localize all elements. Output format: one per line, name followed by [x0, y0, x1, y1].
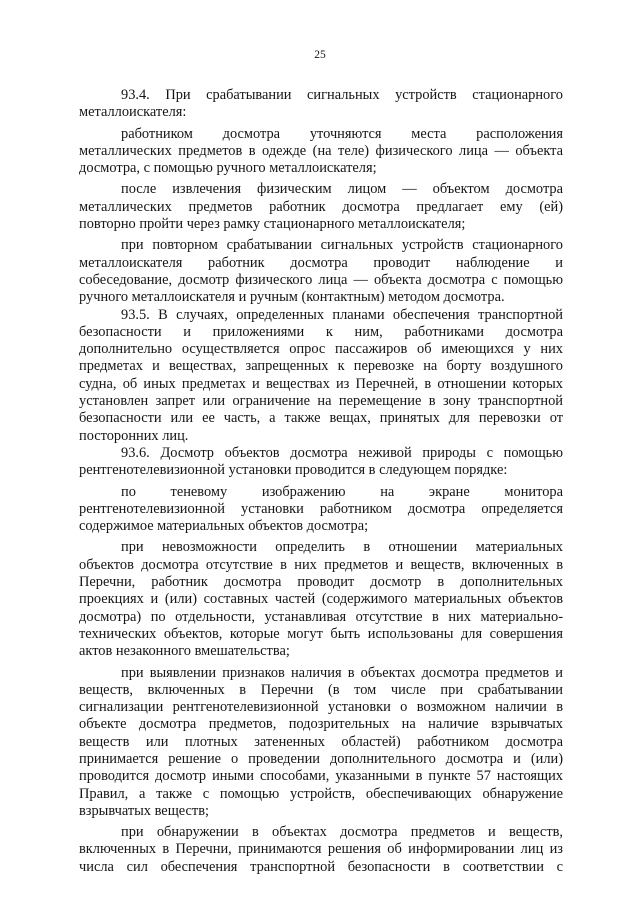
text-line: 93.5. В случаях, определенных планами обеспечения транспортной	[121, 306, 563, 323]
text-line: включенных в Перечни, принимаются решения об информировании лиц из	[79, 841, 563, 858]
text-line: после извлечения физическим лицом — объектом досмотра	[121, 181, 563, 198]
text-line: Перечни, работник досмотра проводит досмотр в дополнительных	[79, 574, 563, 591]
text-line: предметах и веществах, запрещенных к перевозке на борту воздушного	[79, 358, 563, 375]
text-line: проводится досмотр иными способами, указанными в пункте 57 настоящих	[79, 768, 563, 785]
text-line: дополнительно осуществляется опрос пассажиров об имеющихся у них	[79, 341, 563, 358]
text-line: технических объектов, которые могут быть использованы для совершения	[79, 625, 563, 642]
text-line: металлоискателя:	[79, 104, 187, 121]
text-line: содержимое материальных объектов досмотра;	[79, 518, 369, 535]
page-body	[79, 87, 563, 876]
text-line: Правил, а также с помощью устройств, обеспечивающих обнаружение	[79, 785, 563, 802]
text-line: металлических предметов в одежде (на теле) физического лица — объекта	[79, 142, 563, 159]
text-line: досмотра, с помощью ручного металлоискателя;	[79, 160, 377, 177]
text-line: веществ, включенных в Перечни (в том числе при срабатывании	[79, 681, 563, 698]
text-line: проекциях и (или) составных частей (содержимого материальных объектов	[79, 591, 563, 608]
text-line: рентгенотелевизионной установки работником досмотра определяется	[79, 500, 563, 517]
text-line: числа сил обеспечения транспортной безопасности в соответствии с	[79, 858, 563, 875]
text-line: работником досмотра уточняются места расположения	[121, 125, 563, 142]
text-line: при выявлении признаков наличия в объектах досмотра предметов и	[121, 664, 563, 681]
text-line: при обнаружении в объектах досмотра предметов и веществ,	[121, 824, 563, 841]
text-line: веществ или плотных затененных областей) работником досмотра	[79, 733, 563, 750]
text-line: судна, об иных предметах и веществах из Перечней, в отношении которых	[79, 375, 563, 392]
page-number: 25	[314, 49, 326, 61]
text-line: объектов досмотра отсутствие в них предметов и веществ, включенных в	[79, 556, 563, 573]
text-line: по теневому изображению на экране монитора	[121, 483, 563, 500]
text-line: повторно пройти через рамку стационарного металлоискателя;	[79, 216, 466, 233]
text-line: собеседование, досмотр физического лица — объекта досмотра с помощью	[79, 271, 563, 288]
text-line: металлоискателя работник досмотра проводит наблюдение и	[79, 254, 563, 271]
text-line: досмотра) по отдельности, устанавливая отсутствие в них материально-	[79, 608, 563, 625]
text-line: 93.6. Досмотр объектов досмотра неживой природы с помощью	[121, 444, 563, 461]
text-line: 93.4. При срабатывании сигнальных устройств стационарного	[121, 87, 563, 103]
text-line: объекте досмотра предметов, подозрительных на наличие взрывчатых	[79, 716, 563, 733]
text-line: при невозможности определить в отношении материальных	[121, 539, 563, 556]
text-line: безопасности и приложениями к ним, работниками досмотра	[79, 323, 563, 340]
text-line: принимается решение о проведении дополнительного досмотра и (или)	[79, 750, 563, 767]
text-line: рентгенотелевизионной установки проводится в следующем порядке:	[79, 462, 508, 479]
text-line: посторонних лиц.	[79, 427, 189, 444]
text-line: безопасности или ее часть, а также вещах, принятых для перевозки от	[79, 410, 563, 427]
text-line: металлических предметов работник досмотра предлагает ему (ей)	[79, 198, 563, 215]
text-line: взрывчатых веществ;	[79, 802, 209, 819]
text-line: при повторном срабатывании сигнальных устройств стационарного	[121, 237, 563, 254]
text-line: актов незаконного вмешательства;	[79, 643, 290, 660]
text-line: сигнализации рентгенотелевизионной установки о возможном наличии в	[79, 699, 563, 716]
text-line: ручного металлоискателя и ручным (контактным) методом досмотра.	[79, 289, 505, 306]
text-line: установлен запрет или ограничение на перемещение в зону транспортной	[79, 393, 563, 410]
